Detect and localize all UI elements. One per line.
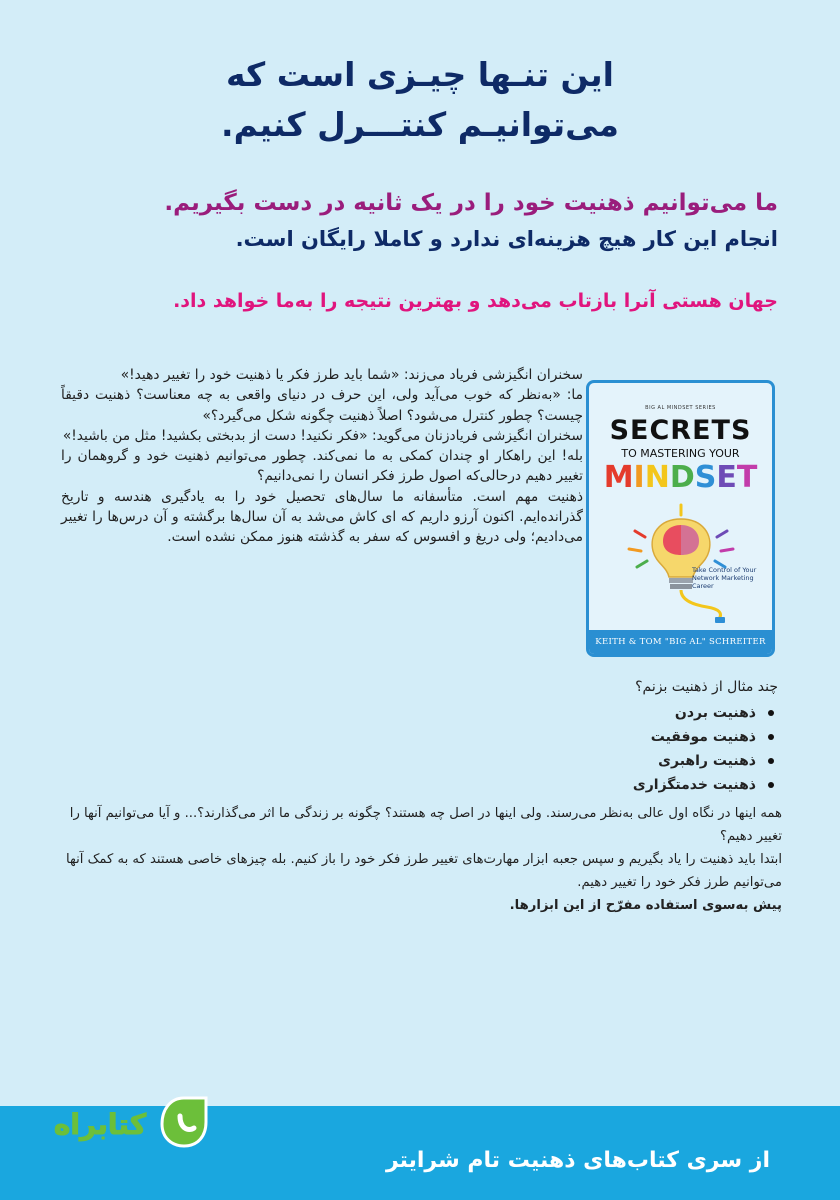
- headline-line-1: این تنـها چیـزی است که: [226, 55, 614, 94]
- mindset-letter: E: [716, 460, 737, 495]
- headline-line-2: می‌توانیـم کنتـــرل کنیم.: [221, 105, 619, 144]
- book-series-label: BIG AL MINDSET SERIES: [645, 405, 716, 411]
- body-paragraph: ما: «به‌نظر که خوب می‌آید ولی، این حرف در دنیای واقعی به چه معناست؟ ذهنیت دقیقاً چیست؟ چطور کنترل می‌شود؟ اصلاً ذهنیت چگونه شکل می‌گیرد؟»: [61, 387, 583, 424]
- body-paragraph: سخنران انگیزشی فریادزنان می‌گوید: «فکر نکنید! دست از بدبختی بکشید! مثل من باشید!»: [62, 427, 583, 444]
- body-paragraph: سخنران انگیزشی فریاد می‌زند: «شما باید طرز فکر یا ذهنیت خود را تغییر دهید!»: [120, 367, 583, 383]
- list-item: ذهنیت خدمتگزاری: [478, 773, 756, 797]
- lightbulb-brain-icon: [615, 501, 755, 626]
- mindset-letter: T: [736, 460, 758, 495]
- list-item: ذهنیت موفقیت: [478, 725, 756, 749]
- mindset-letter: S: [694, 460, 717, 495]
- mindset-letter: N: [644, 460, 670, 495]
- examples-list: [478, 701, 778, 797]
- headline: [0, 50, 840, 150]
- book-title-mindset: [589, 460, 772, 495]
- mindset-letter: M: [603, 460, 634, 495]
- book-title-secrets: SECRETS: [609, 415, 752, 446]
- ketabrah-logo: [40, 1094, 215, 1154]
- examples-section: [478, 675, 778, 797]
- examples-question: چند مثال از ذهنیت بزنم؟: [635, 679, 778, 695]
- body-paragraph: ذهنیت مهم است. متأسفانه ما سال‌های تحصیل خود را به یادگیری هندسه و تاریخ گذرانده‌ایم. اکنون آرزو داریم که ای کاش می‌شد به آن سال‌ها برگشته و آن درس‌ها را تغییر می‌دادیم؛ ولی دریغ و افسوس که سفر به گذشته هنوز ممکن نشده است.: [61, 488, 583, 546]
- body-paragraph: بله! این راهکار او چندان کمکی به ما نمی‌کند. چطور می‌توانیم ذهنیت خود و گروهمان را تغییر دهیم درحالی‌که اصول طرز فکر انسان را نمی‌دانیم؟: [61, 448, 583, 485]
- footer-series-text: از سری کتاب‌های ذهنیت تام شرایتر: [385, 1148, 770, 1173]
- closing-text: [54, 802, 782, 917]
- list-item: ذهنیت راهبری: [478, 749, 756, 773]
- closing-paragraph-3: پیش به‌سوی استفاده مفرّح از این ابزارها.: [509, 898, 782, 913]
- book-authors: KEITH & TOM "BIG AL" SCHREITER: [589, 630, 772, 654]
- book-cover-image: [586, 380, 775, 657]
- subhead-1: ما می‌توانیم ذهنیت خود را در یک ثانیه در دست بگیریم.: [164, 190, 778, 216]
- closing-paragraph-2: ابتدا باید ذهنیت را یاد بگیریم و سپس جعبه ابزار مهارت‌های تغییر طرز فکر خود را باز کنیم. بله چیزهای خاصی هستند که به کمک آنها می‌توانیم طرز فکر خود را تغییر دهیم.: [65, 852, 782, 890]
- ketabrah-wordmark: کتابراه: [53, 1108, 147, 1141]
- book-title-subline: TO MASTERING YOUR: [621, 447, 740, 460]
- ketabrah-logo-text: [40, 1108, 160, 1141]
- mindset-letter: I: [633, 460, 645, 495]
- mindset-letter: D: [669, 460, 695, 495]
- body-text: [61, 365, 583, 548]
- book-tagline: Take Control of Your Network Marketing Career: [692, 566, 757, 590]
- closing-paragraph-1: همه اینها در نگاه اول عالی به‌نظر می‌رسند. ولی اینها در اصل چه هستند؟ چگونه بر زندگی ما اثر می‌گذارند؟... و آیا می‌توانیم آنها را تغییر دهیم؟: [69, 806, 782, 844]
- subhead-2: انجام این کار هیچ هزینه‌ای ندارد و کاملا رایگان است.: [235, 227, 778, 251]
- list-item: ذهنیت بردن: [478, 701, 756, 725]
- ketabrah-leaf-icon: [158, 1094, 210, 1150]
- subhead-3: جهان هستی آنرا بازتاب می‌دهد و بهترین نتیجه را به‌ما خواهد داد.: [173, 290, 778, 312]
